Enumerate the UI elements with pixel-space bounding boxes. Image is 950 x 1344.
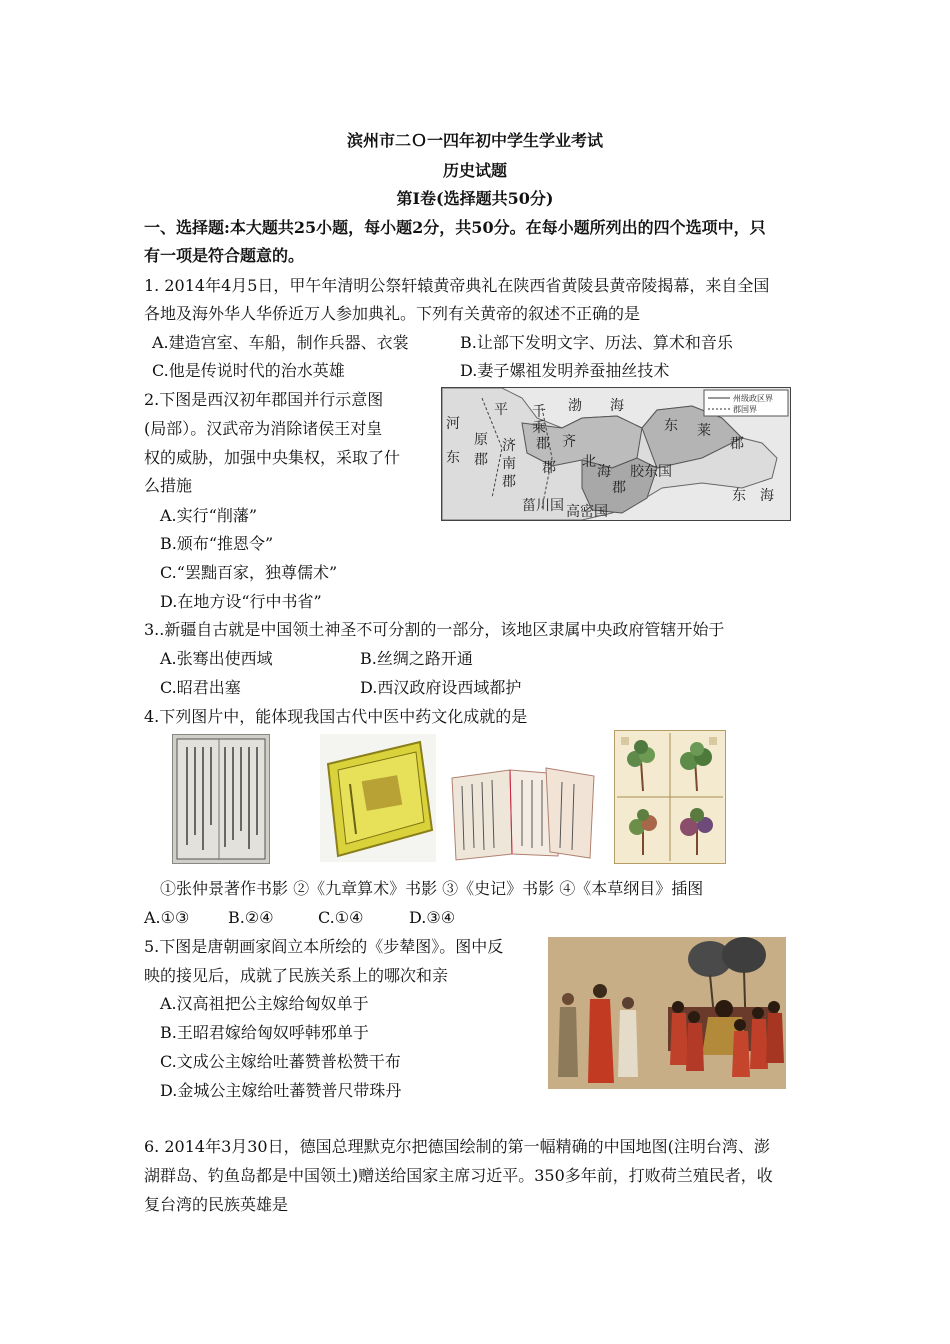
q5-stem-line-2: 映的接见后，成就了民族关系上的哪次和亲 (144, 966, 449, 985)
q6-stem-line-2: 湖群岛、钓鱼岛都是中国领土)赠送给国家主席习近平。350多年前，打败荷兰殖民者，收 (144, 1166, 773, 1185)
map-label-he: 河 (446, 416, 460, 432)
zhang-zhongjing-book-image (172, 734, 270, 864)
ceremonial-fan-2 (722, 937, 766, 973)
plant-1 (627, 740, 655, 791)
map-label-yuan: 原 (474, 432, 488, 448)
q1-stem-line-1: 1. 2014年4月5日，甲午年清明公祭轩辕黄帝典礼在陕西省黄陵县黄帝陵揭幕，来自全国 (144, 276, 770, 295)
q6-stem-line-1: 6. 2014年3月30日，德国总理默克尔把德国绘制的第一幅精确的中国地图(注明台湾、澎 (144, 1137, 770, 1156)
q1-option-c: C.他是传说时代的治水英雄 (152, 361, 345, 380)
map-label-jun-2: 郡 (536, 436, 550, 452)
map-label-nan: 南 (502, 456, 516, 472)
q1-stem-line-2: 各地及海外华人华侨近万人参加典礼。下列有关黄帝的叙述不正确的是 (144, 304, 641, 323)
q6-stem-line-3: 复台湾的民族英雄是 (144, 1195, 289, 1214)
map-label-jun-1: 郡 (730, 436, 744, 452)
map-label-jiaodong: 胶东国 (630, 464, 672, 480)
map-label-gaomi: 高密国 (566, 504, 608, 520)
western-han-commandery-map (441, 387, 791, 521)
map-label-jun-5: 郡 (542, 460, 556, 476)
q1-option-d: D.妻子嫘祖发明养蚕抽丝技术 (460, 361, 670, 380)
bencao-gangmu-illustration-image (614, 730, 726, 864)
q4-option-d: D.③④ (409, 908, 456, 927)
book-cover-drawing-2 (320, 734, 436, 862)
q3-option-c: C.昭君出塞 (160, 678, 241, 697)
legend-label-2: 郡国界 (733, 405, 757, 414)
q5-option-b: B.王昭君嫁给匈奴呼韩邪单于 (160, 1023, 369, 1042)
map-label-jun-4: 郡 (502, 474, 516, 490)
q4-option-c: C.①④ (318, 908, 364, 927)
map-label-dong-3: 东 (446, 450, 460, 466)
q5-stem-line-1: 5.下图是唐朝画家阎立本所绘的《步辇图》。图中反 (144, 937, 504, 956)
q3-stem: 3..新疆自古就是中国领土神圣不可分割的一部分，该地区隶属中央政府管辖开始于 (144, 620, 725, 639)
q2-stem-line-4: 么措施 (144, 476, 193, 495)
exam-title: 滨州市二Ｏ一四年初中学生学业考试 (346, 131, 603, 150)
q2-option-b: B.颁布“推恩令” (160, 534, 274, 553)
exam-subject: 历史试题 (442, 161, 507, 180)
map-label-bo: 渤 (568, 398, 582, 414)
nine-chapters-book-image (320, 734, 436, 862)
q2-option-a: A.实行“削藩” (160, 506, 258, 525)
q4-option-b: B.②④ (228, 908, 274, 927)
map-label-hai-2: 海 (760, 488, 774, 504)
q2-stem-line-3: 权的威胁，加强中央集权，采取了什 (144, 448, 401, 467)
map-label-qian: 千 (532, 404, 546, 420)
map-label-dong-1: 东 (664, 418, 678, 434)
plant-2 (680, 742, 712, 791)
painting-drawing (548, 937, 786, 1089)
q2-stem-line-2: (局部）。汉武帝为消除诸侯王对皇 (144, 419, 383, 438)
map-label-dong-2: 东 (732, 488, 746, 504)
map-label-jun-6: 郡 (612, 480, 626, 496)
q5-option-c: C.文成公主嫁给吐蕃赞普松赞干布 (160, 1052, 401, 1071)
q2-stem-line-1: 2.下图是西汉初年郡国并行示意图 (144, 390, 384, 409)
map-label-lai: 莱 (697, 423, 711, 439)
map-label-ji: 济 (502, 438, 516, 454)
q4-option-a: A.①③ (144, 908, 190, 927)
shiji-book-image (450, 766, 596, 862)
map-drawing (442, 388, 790, 520)
map-label-bei: 北 (582, 454, 596, 470)
map-label-cheng: 乘 (532, 420, 546, 436)
open-books-drawing-3 (450, 766, 596, 862)
legend-label-1: 州级政区界 (733, 394, 773, 403)
map-label-hai-3: 海 (597, 464, 611, 480)
q1-option-a: A.建造宫室、车船，制作兵器、衣裳 (152, 333, 409, 352)
bunian-tu-painting-image (548, 937, 786, 1089)
q5-option-a: A.汉高祖把公主嫁给匈奴单于 (160, 994, 369, 1013)
q2-option-d: D.在地方设“行中书省” (160, 592, 322, 611)
q4-image-captions: ①张仲景著作书影 ②《九章算术》书影 ③《史记》书影 ④《本草纲目》插图 (160, 879, 704, 898)
q2-option-c: C.“罢黜百家，独尊儒术” (160, 563, 338, 582)
q4-stem: 4.下列图片中，能体现我国古代中医中药文化成就的是 (144, 707, 528, 726)
plant-illustrations-drawing-4 (615, 731, 725, 863)
book-page-drawing-1 (173, 735, 269, 863)
q5-option-d: D.金城公主嫁给吐蕃赞普尺带珠丹 (160, 1081, 402, 1100)
instructions-line-2: 有一项是符合题意的。 (144, 246, 305, 265)
exam-part-heading: 第Ⅰ卷(选择题共50分) (396, 189, 554, 208)
q3-option-b: B.丝绸之路开通 (360, 649, 473, 668)
plant-3 (629, 809, 657, 855)
q3-option-d: D.西汉政府设西域都护 (360, 678, 522, 697)
map-label-hai-1: 海 (610, 398, 624, 414)
map-label-ping: 平 (494, 402, 508, 418)
q3-option-a: A.张骞出使西域 (160, 649, 273, 668)
plant-4 (680, 808, 713, 855)
map-label-qi: 齐 (562, 434, 576, 450)
instructions-line-1: 一、选择题:本大题共25小题，每小题2分，共50分。在每小题所列出的四个选项中，只 (144, 218, 766, 237)
map-label-jun-3: 郡 (474, 452, 488, 468)
q1-option-b: B.让部下发明文字、历法、算术和音乐 (460, 333, 733, 352)
map-label-zichuan: 菑川国 (522, 498, 564, 514)
